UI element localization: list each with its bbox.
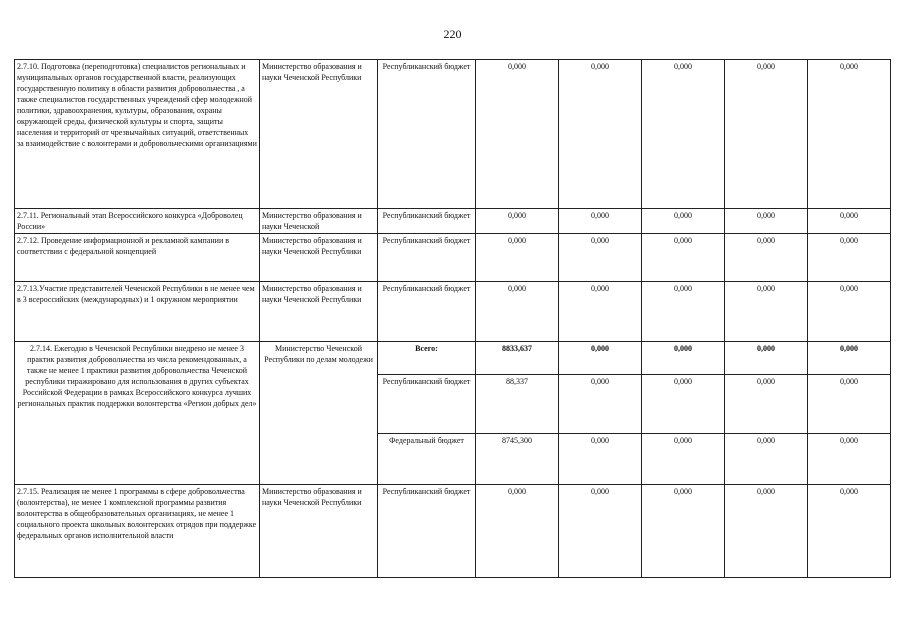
funding-source: Республиканский бюджет (378, 60, 476, 209)
table-row (15, 282, 891, 342)
measure-description: 2.7.15. Реализация не менее 1 программы в сфере добровольчества (волонтерства), не менее 1 комплексной программы развития волонтерства в общеобразовательных организациях, не менее 1 социального проекта школьных волонтерских отрядов при поддержке федеральных органов исполнительной власти (15, 485, 260, 578)
value-cell: 0,000 (725, 485, 808, 578)
measure-description: 2.7.11. Региональный этап Всероссийского конкурса «Доброволец России» (15, 209, 260, 234)
value-cell: 0,000 (559, 375, 642, 434)
funding-source: Всего: (378, 342, 476, 375)
executor-cell: Министерство образования и науки Чеченской Республики (260, 60, 378, 209)
value-cell: 0,000 (725, 342, 808, 375)
value-cell: 0,000 (808, 342, 891, 375)
value-cell: 0,000 (476, 282, 559, 342)
value-cell: 0,000 (559, 209, 642, 234)
value-cell: 0,000 (642, 60, 725, 209)
funding-source: Республиканский бюджет (378, 209, 476, 234)
value-cell: 0,000 (642, 209, 725, 234)
funding-source: Республиканский бюджет (378, 485, 476, 578)
table-row (15, 60, 891, 209)
value-cell: 0,000 (559, 485, 642, 578)
value-cell: 0,000 (642, 234, 725, 282)
value-cell: 0,000 (642, 434, 725, 485)
value-cell: 0,000 (808, 60, 891, 209)
page-number: 220 (443, 27, 462, 41)
value-cell: 0,000 (808, 209, 891, 234)
executor-cell: Министерство образования и науки Чеченской Республики (260, 234, 378, 282)
table-row (15, 209, 891, 234)
value-cell: 0,000 (559, 434, 642, 485)
value-cell: 8833,637 (476, 342, 559, 375)
value-cell: 0,000 (808, 434, 891, 485)
value-cell: 0,000 (559, 282, 642, 342)
value-cell: 0,000 (725, 375, 808, 434)
table-row (15, 342, 891, 375)
value-cell: 0,000 (476, 485, 559, 578)
executor-cell: Министерство образования и науки Чеченской Республики (260, 282, 378, 342)
value-cell: 0,000 (725, 234, 808, 282)
value-cell: 0,000 (642, 485, 725, 578)
funding-source: Республиканский бюджет (378, 234, 476, 282)
table-row (15, 234, 891, 282)
value-cell: 0,000 (808, 485, 891, 578)
funding-table (14, 59, 891, 578)
executor-cell: Министерство образования и науки Чеченской Республики (260, 485, 378, 578)
executor-cell: Министерство Чеченской Республики по делам молодежи (260, 342, 378, 485)
value-cell: 0,000 (476, 60, 559, 209)
value-cell: 0,000 (725, 282, 808, 342)
funding-source: Федеральный бюджет (378, 434, 476, 485)
value-cell: 8745,300 (476, 434, 559, 485)
value-cell: 0,000 (642, 342, 725, 375)
value-cell: 0,000 (642, 375, 725, 434)
value-cell: 0,000 (476, 234, 559, 282)
funding-source: Республиканский бюджет (378, 282, 476, 342)
executor-cell: Министерство образования и науки Чеченской (260, 209, 378, 234)
measure-description: 2.7.12. Проведение информационной и рекламной кампании в соответствии с федеральной концепцией (15, 234, 260, 282)
value-cell: 0,000 (559, 60, 642, 209)
value-cell: 0,000 (559, 234, 642, 282)
table-row (15, 485, 891, 578)
value-cell: 0,000 (725, 209, 808, 234)
funding-source: Республиканский бюджет (378, 375, 476, 434)
value-cell: 0,000 (725, 434, 808, 485)
value-cell: 0,000 (559, 342, 642, 375)
value-cell: 0,000 (725, 60, 808, 209)
measure-description: 2.7.10. Подготовка (переподготовка) специалистов региональных и муниципальных органов государственной власти, реализующих государственную политику в области развития добровольчества , а также специалистов государственных учреждений сфер молодежной политики, здравоохранения, культуры, образования, охраны окружающей среды, физической культуры и спорта, защиты населения и территорий от чрезвычайных ситуаций, ответственных за взаимодействие с волонтерами и добровольческими организациями (15, 60, 260, 209)
measure-description: 2.7.13.Участие представителей Чеченской Республики в не менее чем в 3 всероссийских (международных) и 1 окружном мероприятии (15, 282, 260, 342)
value-cell: 0,000 (808, 282, 891, 342)
measure-description: 2.7.14. Ежегодно в Чеченской Республики внедрено не менее 3 практик развития добровольчества из числа рекомендованных, а также не менее 1 практики развития добровольчества Чеченской республики тиражировано для использования в других субъектах Российской Федерации в рамках Всероссийского конкурса лучших региональных практик поддержки волонтерства «Регион добрых дел» (15, 342, 260, 485)
value-cell: 0,000 (476, 209, 559, 234)
value-cell: 0,000 (808, 375, 891, 434)
value-cell: 0,000 (808, 234, 891, 282)
value-cell: 88,337 (476, 375, 559, 434)
value-cell: 0,000 (642, 282, 725, 342)
